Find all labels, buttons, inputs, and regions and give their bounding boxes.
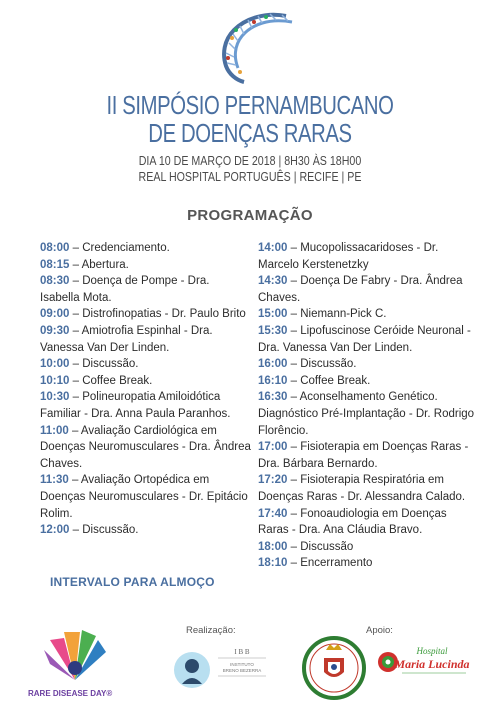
schedule-item: 08:00 – Credenciamento. — [40, 242, 170, 254]
schedule-item: 16:00 – Discussão. — [258, 358, 357, 371]
schedule-item: 11:30 – Avaliação Ortopédica em Doenças Neuromusculares - Dr. Epitácio Rolim. — [40, 474, 248, 520]
schedule-item: 11:00 – Avaliação Cardiológica em Doenças Neuromusculares - Dra. Ândrea Chaves. — [40, 424, 251, 470]
schedule-item: 15:00 – Niemann-Pick C. — [258, 308, 387, 321]
realizacao-label: Realização: — [186, 625, 236, 636]
rare-disease-day-logo — [30, 620, 120, 700]
dna-helix-logo — [196, 8, 296, 84]
schedule-item: 09:30 – Amiotrofia Espinhal - Dra. Vanessa Van Der Linden. — [40, 324, 213, 354]
schedule-item: 16:30 – Aconselhamento Genético. Diagnóstico Pré-Implantação - Dr. Rodrigo Florêncio. — [258, 391, 475, 437]
svg-text:Hospital: Hospital — [416, 646, 448, 656]
schedule-item: 10:30 – Polineuropatia Amiloidótica Familiar - Dra. Anna Paula Paranhos. — [40, 391, 231, 420]
schedule-item: 17:00 – Fisioterapia em Doenças Raras - Dra. Bárbara Bernardo. — [258, 441, 469, 470]
event-title-line1: II SIMPÓSIO PERNAMBUCANO — [106, 90, 394, 120]
event-venue: REAL HOSPITAL PORTUGUÊS | RECIFE | PE — [138, 169, 362, 184]
schedule-item: 16:10 – Coffee Break. — [258, 374, 371, 387]
programacao-heading: PROGRAMAÇÃO — [187, 207, 313, 224]
schedule-item: 14:30 – Doença De Fabry - Dra. Ândrea Chaves. — [258, 275, 463, 304]
schedule-item: 10:00 – Discussão. — [40, 358, 139, 371]
schedule-item: 17:20 – Fisioterapia Respiratória em Doenças Raras - Dr. Alessandra Calado. — [258, 474, 466, 503]
lunch-break-note: INTERVALO PARA ALMOÇO — [50, 575, 215, 589]
schedule-item: 10:10 – Coffee Break. — [40, 374, 153, 387]
schedule-afternoon — [258, 240, 480, 572]
svg-text:I B B: I B B — [234, 648, 250, 656]
schedule-item: 08:30 – Doença de Pompe - Dra. Isabella Mota. — [40, 275, 210, 304]
schedule-item: 09:00 – Distrofinopatias - Dr. Paulo Brito — [40, 308, 246, 321]
svg-text:BRENO BEZERRA: BRENO BEZERRA — [222, 668, 262, 673]
hospital-maria-lucinda-logo — [374, 640, 474, 690]
svg-text:Maria Lucinda: Maria Lucinda — [394, 657, 470, 671]
rare-disease-day-text: RARE DISEASE DAY® — [28, 689, 113, 698]
schedule-item: 15:30 – Lipofuscinose Ceróide Neuronal - Dra. Vanessa Van Der Linden. — [258, 324, 471, 354]
event-title-line2: DE DOENÇAS RARAS — [148, 118, 352, 148]
event-date: DIA 10 DE MARÇO DE 2018 | 8H30 ÀS 18H00 — [138, 153, 362, 168]
schedule-item: 18:10 – Encerramento — [258, 557, 373, 570]
apoio-label: Apoio: — [366, 625, 393, 636]
schedule-item: 18:00 – Discussão — [258, 540, 354, 553]
schedule-item: 12:00 – Discussão. — [40, 524, 139, 537]
schedule-item: 08:15 – Abertura. — [40, 258, 129, 271]
hospital-crest-logo — [300, 628, 368, 704]
schedule-item: 17:40 – Fonoaudiologia em Doenças Raras - Dra. Ana Cláudia Bravo. — [258, 507, 447, 537]
svg-text:INSTITUTO: INSTITUTO — [230, 662, 254, 667]
schedule-morning — [40, 240, 252, 539]
schedule-item: 14:00 – Mucopolissacaridoses - Dr. Marcelo Kerstenetzky — [258, 242, 439, 271]
instituto-logo — [170, 640, 280, 702]
